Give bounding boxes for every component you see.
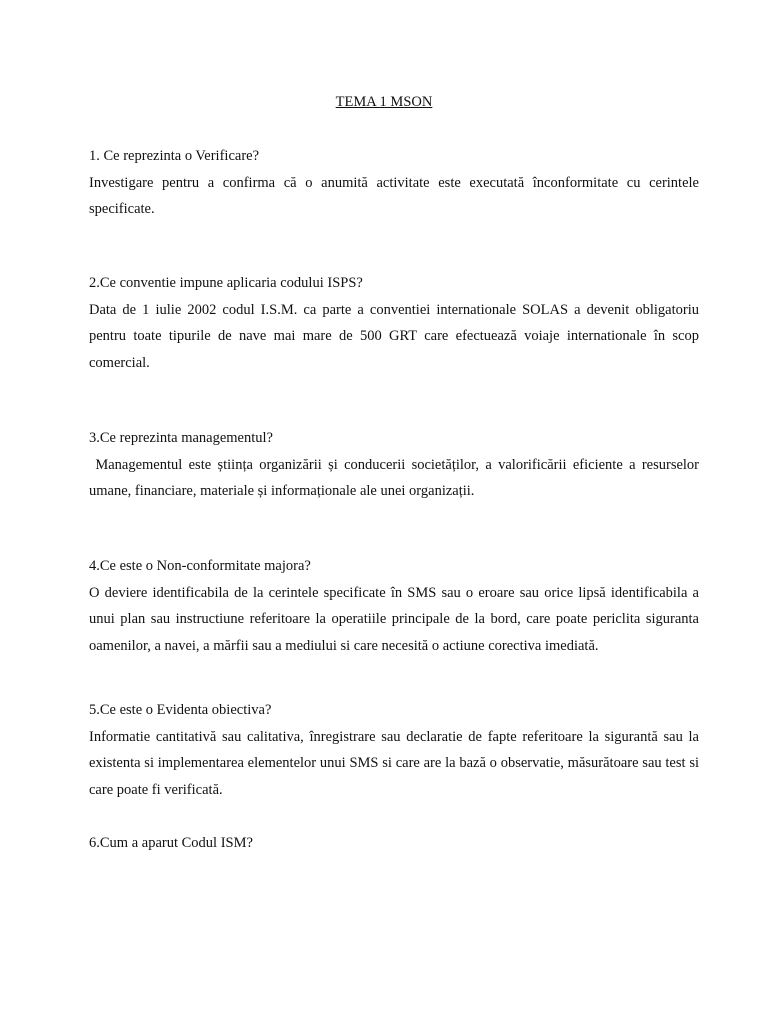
question-4: 4.Ce este o Non-conformitate majora?	[89, 558, 311, 574]
answer-5: Informatie cantitativă sau calitativa, înregistrare sau declaratie de fapte referitoare la sigurantă sau la existenta si implementarea elementelor unui SMS si care are la bază o observatie, măsurătoare sau test si care poate fi verificată.	[89, 728, 699, 798]
qa-item-1	[89, 143, 699, 223]
qa-item-5	[89, 697, 699, 803]
qa-item-4	[89, 553, 699, 659]
question-1: 1. Ce reprezinta o Verificare?	[89, 148, 260, 164]
answer-2: Data de 1 iulie 2002 codul I.S.M. ca parte a conventiei internationale SOLAS a devenit obligatoriu pentru toate tipurile de nave mai mare de 500 GRT care efectuează voiaje internationale în scop comercial.	[89, 301, 699, 371]
answer-1: Investigare pentru a confirma că o anumită activitate este executată înconformitate cu cerintele specificate.	[89, 174, 699, 217]
question-5: 5.Ce este o Evidenta obiectiva?	[89, 702, 272, 718]
qa-item-6	[89, 830, 699, 857]
question-3: 3.Ce reprezinta managementul?	[89, 430, 273, 446]
qa-item-3	[89, 425, 703, 505]
question-6: 6.Cum a aparut Codul ISM?	[89, 835, 253, 851]
answer-4: O deviere identificabila de la cerintele specificate în SMS sau o eroare sau orice lipsă identificabila a unui plan sau instructiune referitoare la operatiile principale de la bord, care poate periclita siguranta oamenilor, a navei, a mărfii sau a mediului si care necesită o actiune corectiva imediată.	[89, 584, 699, 654]
document-title: TEMA 1 MSON	[335, 94, 433, 110]
question-2: 2.Ce conventie impune aplicaria codului ISPS?	[89, 275, 363, 291]
qa-item-2	[89, 270, 699, 376]
answer-3: Managementul este știința organizării și conducerii societăților, a valorificării eficiente a resurselor umane, financiare, materiale și informaționale ale unei organizații.	[89, 456, 703, 499]
